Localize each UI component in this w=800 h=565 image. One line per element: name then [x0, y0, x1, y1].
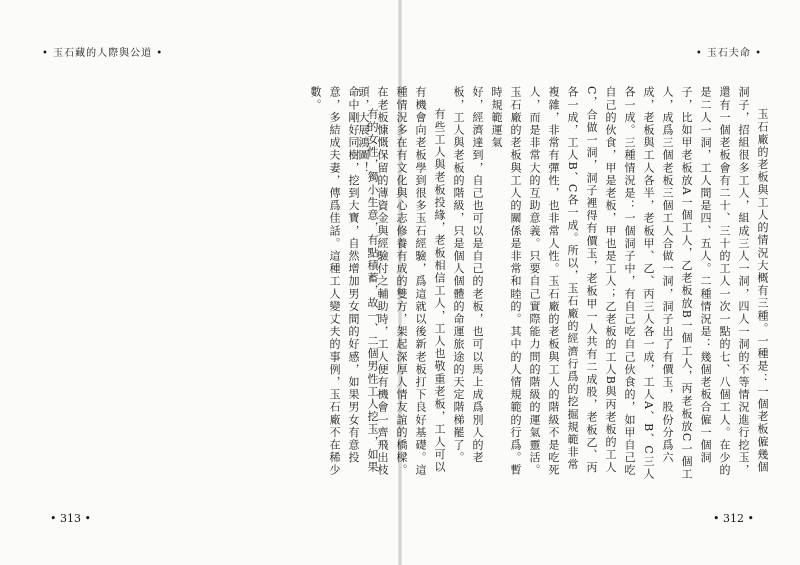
left-header-text: 玉石藏的人際與公道 [53, 48, 153, 59]
left-page-number: • 313 • [50, 512, 91, 525]
right-page [357, 0, 800, 565]
right-running-header: • 玉石夫命 • [695, 48, 762, 59]
left-paragraph-1: 有的女性，獨小生意，有點積蓄，故一、二個男性工人挖玉，如果命中剛好同樹，挖到大寶，自然增加男女間的好感，如果男女有意投意，多結成夫妻，傳爲佳話。這種工人變丈夫的事例，玉石廠不在稀少數。 [309, 86, 379, 477]
right-paragraph-3: 有些工人與老板投緣，老板相信工人，工人也敬重老板，工人可以有機會向老板學到很多玉石經驗，爲這就以後新老板打下良好基礎。這種情況多在有文化與心志修養有成的雙方，架起深厚人情友誼的橋樑。在老板慷慨保留的薄資金與經驗付之輔助時，工人便有機會一齊飛出枝頭，大展鴻圖！ [357, 86, 446, 477]
right-paragraph-1: 玉石廠的老板與工人的情況大概有三種。一種是：一個老板僱幾個洞子，招組很多工人，組成三人一洞，四人一洞的不等情況進行挖玉，還有一個老板會有二十、三十的工人一次一點的七、八個工人。在少的是二人一洞，工人間是四、五人。二種情況是：幾個老板合僱一個洞子，比如甲老板放A一個工人，乙老板放B一個工人，丙老板放C一個工人，成爲三個老板三個工人合做一洞，洞子出了有價玉，股份分爲六成，老板與工人各半，老板甲、乙、丙三人各一成，工人A、B、C三人各一成。三種情況是：一個洞子中，有自己吃自己伙食的，如甲自己吃自己的伙食，甲是老板，甲也是工人；乙老板的工人B與丙老板的工人C，合做一洞，洞子裡得有價玉，老板甲一人共有二成股，老板乙、丙各一成，工人B、C各一成。所以，玉石廠的經濟行爲的挖掘規範非常複雜，非常有彈性，也非常人性。玉石廠的老板與工人的階級不是吃死人，而是非常大的互助意義。只要自己實際能力問的階級的運氣靈活。玉石廠的老板與工人的關係是非常和睦的。其中的人情規範的行爲。暫時規範運氣 [490, 86, 769, 481]
right-page-number-text: 312 [723, 512, 744, 525]
right-page-text [357, 86, 772, 481]
right-paragraph-2: 好，經濟達到，自己也可以是自己的老板，也可以馬上成爲別人的老板，工人與老板的階級，只是個人個體的命運旅途的天定階梯罷了。 [452, 86, 484, 464]
left-running-header: • 玉石藏的人際與公道 • [42, 48, 164, 59]
right-page-number: • 312 • [713, 512, 754, 525]
right-header-text: 玉石夫命 [706, 48, 751, 59]
left-page-number-text: 313 [60, 512, 81, 525]
